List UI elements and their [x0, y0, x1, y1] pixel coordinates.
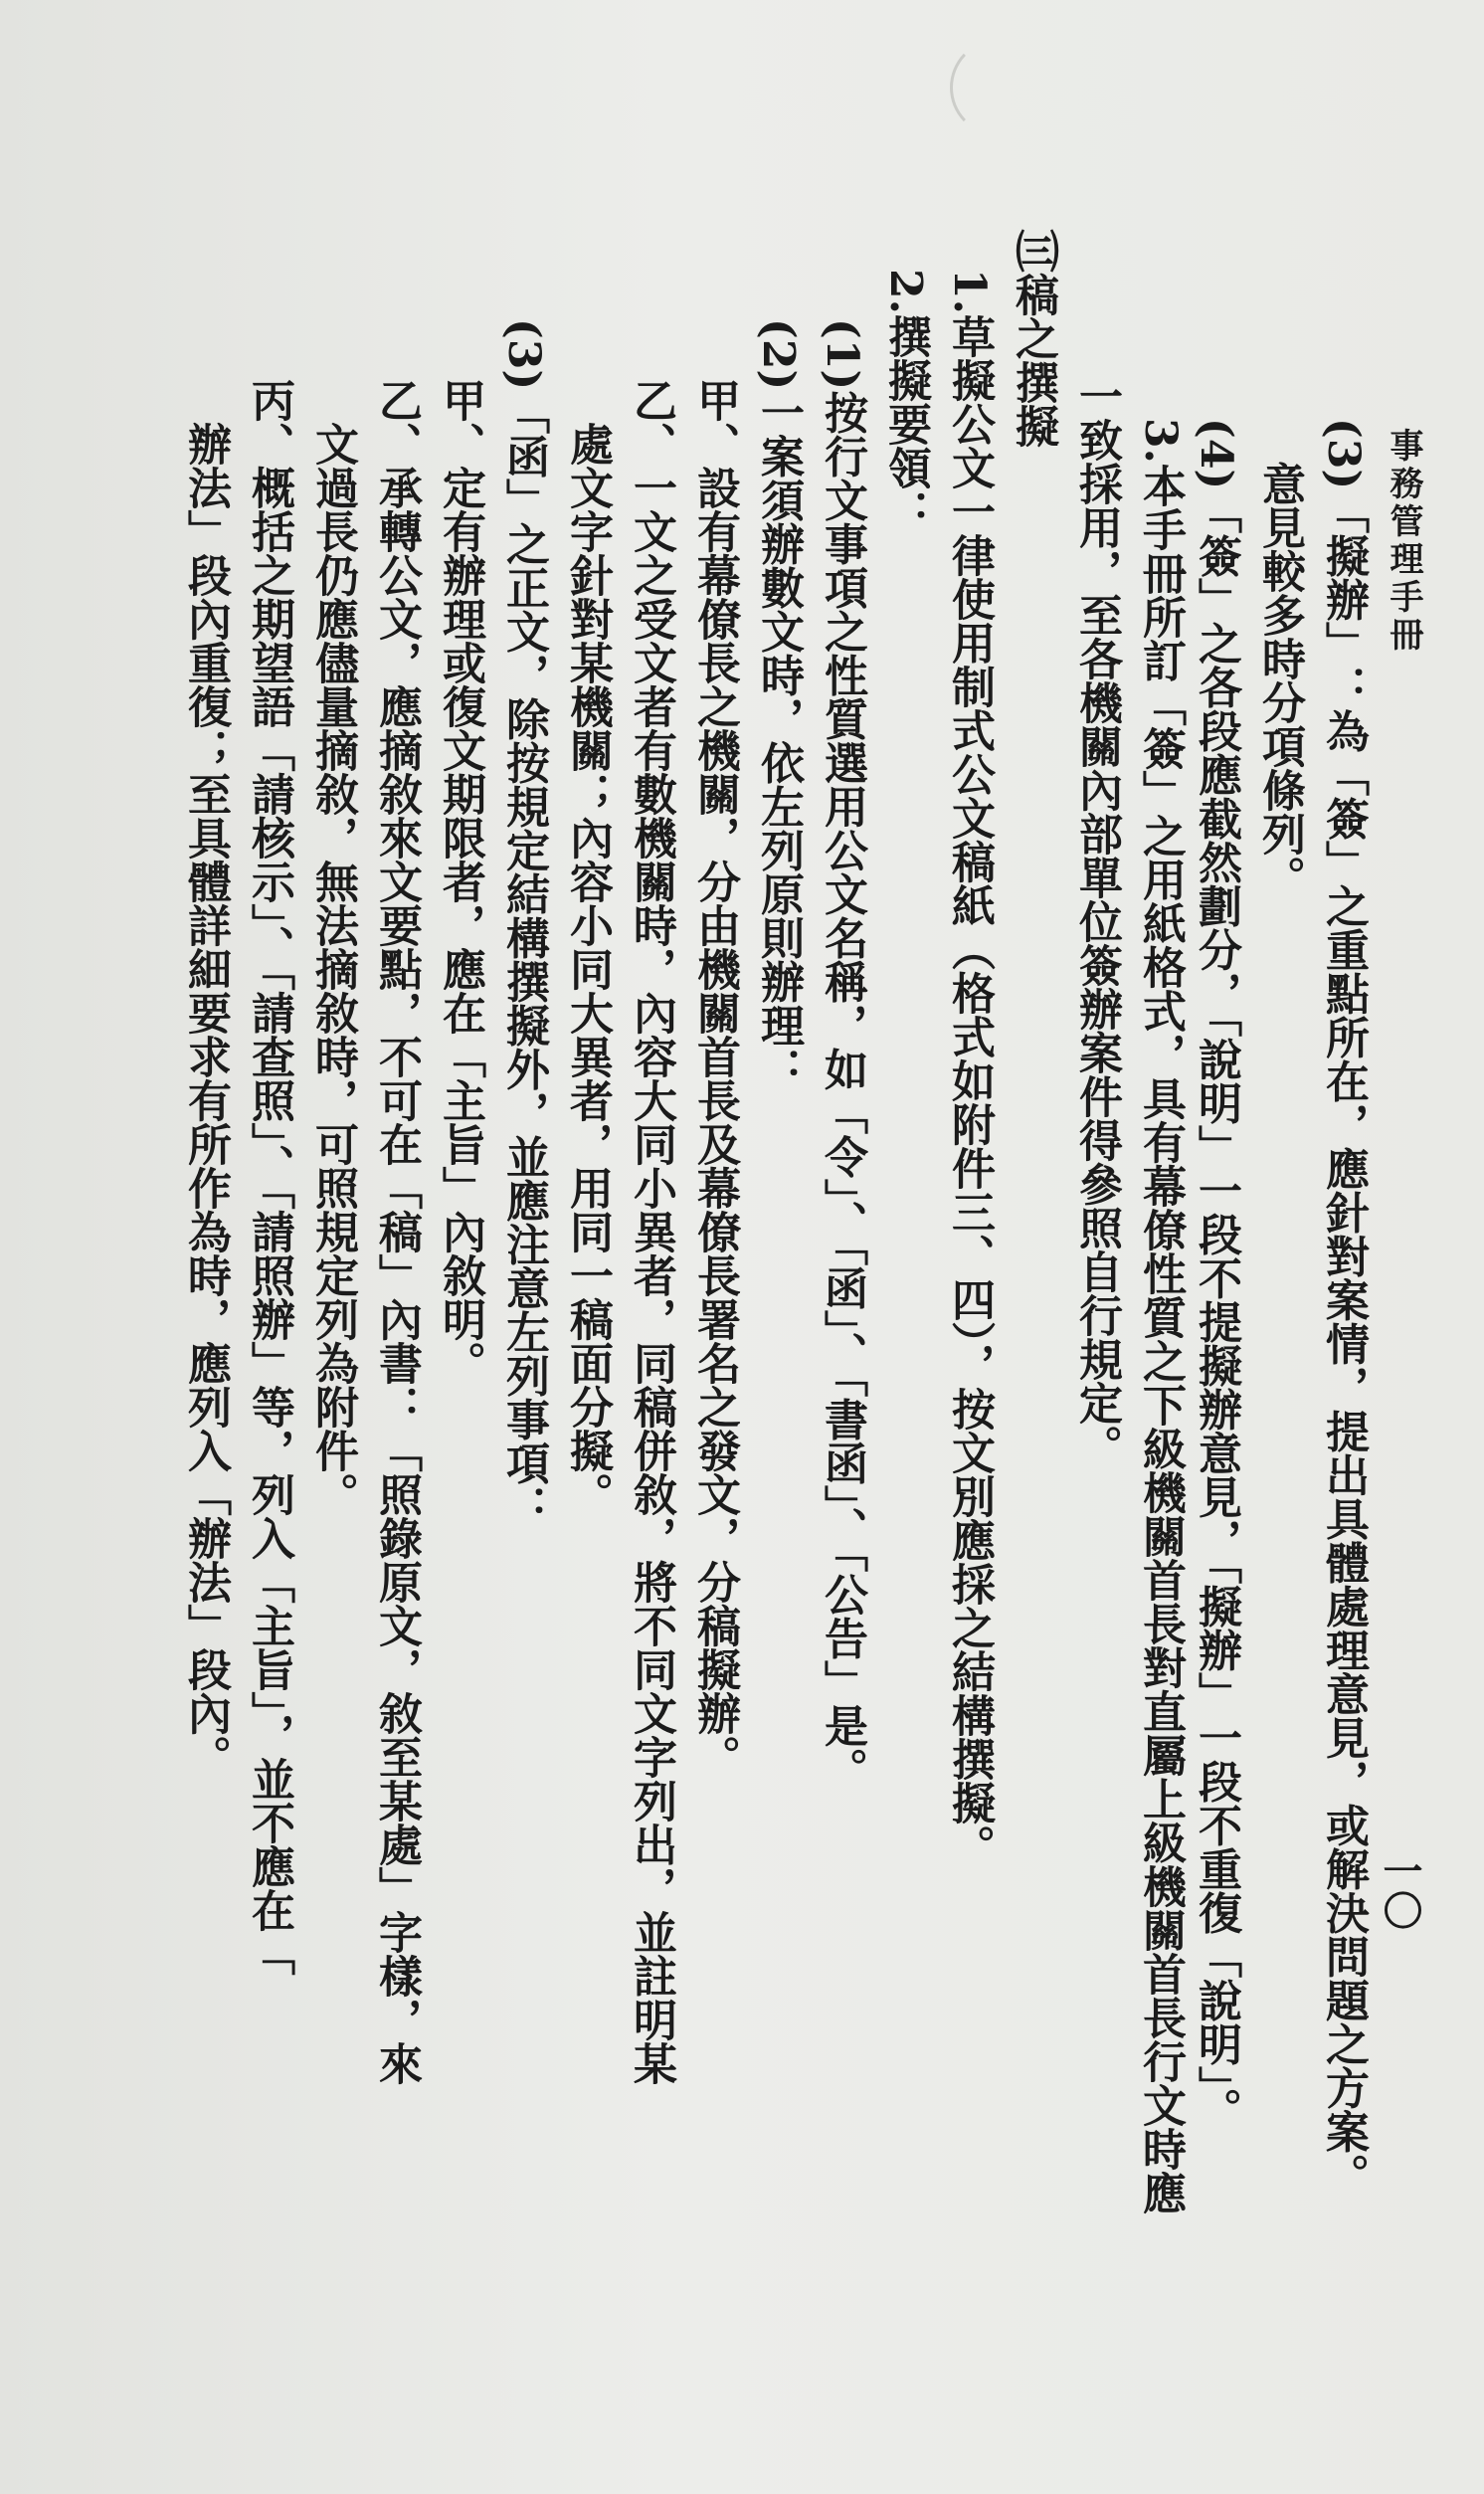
body-text: [173, 229, 1375, 2447]
text-line: (3)「函」之正文，除按規定結構撰擬外，並應注意左列事項：: [498, 318, 549, 1529]
text-line: 乙、承轉公文，應摘敘來文要點，不可在「稿」內書：「照錄原文，敘至某處」字樣，來: [371, 378, 422, 2085]
text-line: 甲、定有辦理或復文期限者，應在「主旨」內敘明。: [435, 378, 485, 1385]
running-header: 事務管理手冊: [1384, 428, 1423, 655]
text-line: (3)「擬辦」：為「簽」之重點所在，應針對案情，提出具體處理意見，或解決問題之方案。: [1318, 418, 1369, 2198]
section-heading: ㈢稿之撰擬: [1008, 229, 1058, 448]
text-line: 文過長仍應儘量摘敘，無法摘敘時，可照規定列為附件。: [307, 378, 358, 1516]
text-line: 1.草擬公文一律使用制式公文稿紙（格式如附件三、四），按文別應採之結構撰擬。: [944, 269, 995, 1868]
text-line: 意見較多時分項條列。: [1254, 418, 1305, 899]
text-line: 乙、一文之受文者有數機關時，內容大同小異者，同稿併敘，將不同文字列出，並註明某: [626, 378, 676, 2085]
text-line: (4)「簽」之各段應截然劃分，「說明」一段不提擬辦意見，「擬辦」一段不重復「說明」。: [1191, 418, 1241, 2132]
binding-hole-mark: [950, 40, 1042, 135]
text-line: 辦法」段內重復；至具體詳細要求有所作為時，應列入「辦法」段內。: [180, 378, 231, 1779]
text-line: 丙、概括之期望語「請核示」、「請查照」、「請照辦」等，列入「主旨」，並不應在「: [244, 378, 294, 1976]
text-line: (2)一案須辦數文時，依左列原則辦理：: [753, 318, 804, 1091]
page-number: 一〇: [1377, 1850, 1423, 1930]
text-line: 3.本手冊所訂「簽」之用紙格式，具有幕僚性質之下級機關首長對直屬上級機關首長行文時應: [1135, 418, 1186, 2214]
text-line: 甲、設有幕僚長之機關，分由機關首長及幕僚長署名之發文，分稿擬辦。: [689, 378, 740, 1779]
text-line: 處文字針對某機關；內容小同大異者，用同一稿面分擬。: [562, 378, 613, 1516]
text-line: (1)按行文事項之性質選用公文名稱，如「令」、「函」、「書函」、「公告」是。: [817, 318, 867, 1792]
text-line: 一致採用，至各機關內部單位簽辦案件得參照自行規定。: [1071, 374, 1122, 1468]
text-line: 2.撰擬要領：: [880, 269, 931, 533]
